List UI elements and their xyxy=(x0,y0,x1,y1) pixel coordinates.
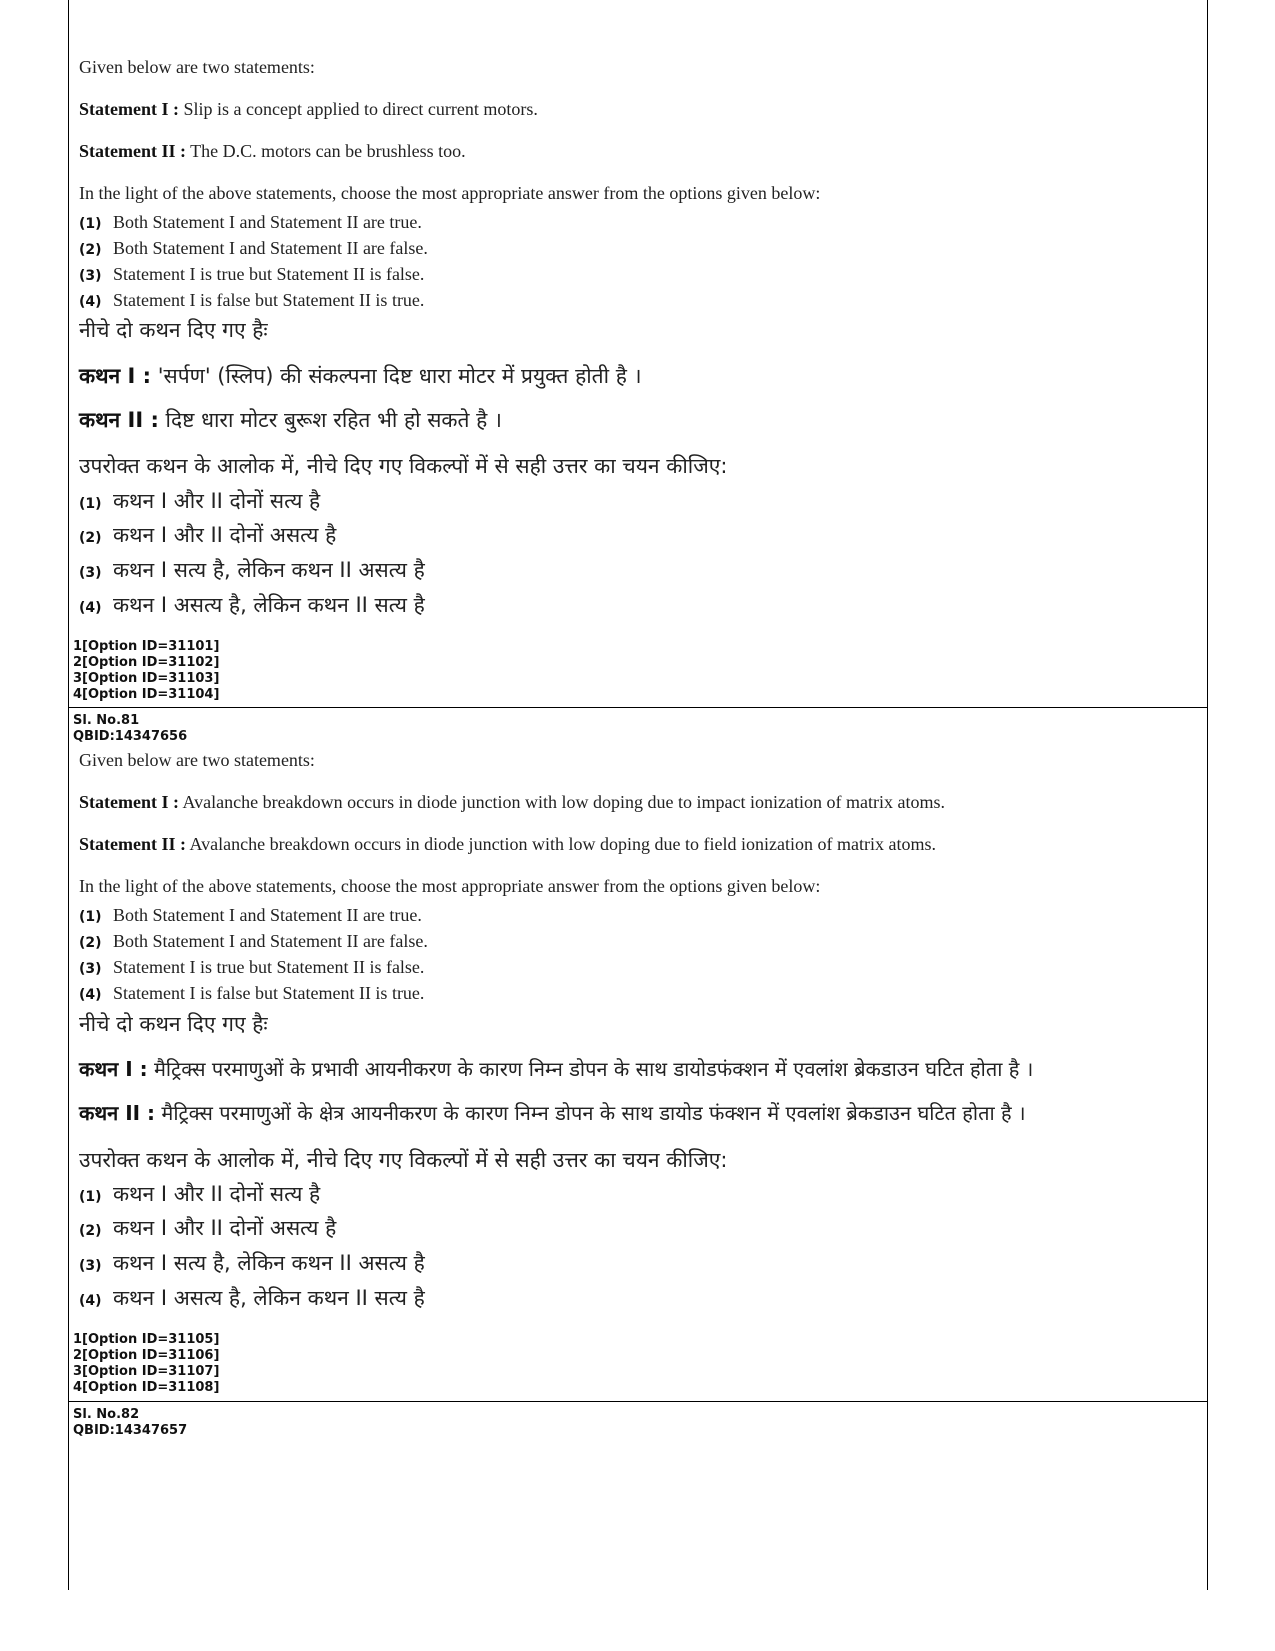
hi-statement-1-label: कथन I : xyxy=(79,364,152,388)
option-id-4: 4[Option ID=31108] xyxy=(73,1380,220,1395)
hi-statement-2-label: कथन II : xyxy=(79,1101,156,1125)
option-text: कथन I और II दोनों असत्य है xyxy=(113,1216,337,1240)
option-number: (4) xyxy=(79,1293,102,1309)
statement-1 xyxy=(79,791,945,813)
option-id-3: 3[Option ID=31103] xyxy=(73,671,220,686)
en-option-4 xyxy=(79,982,424,1006)
en-intro: Given below are two statements: xyxy=(79,57,315,77)
option-id-1: 1[Option ID=31101] xyxy=(73,639,220,654)
en-option-2 xyxy=(79,930,428,954)
option-text: Both Statement I and Statement II are true. xyxy=(113,905,422,925)
option-id-3: 3[Option ID=31107] xyxy=(73,1364,220,1379)
statement-1-label: Statement I : xyxy=(79,792,179,812)
option-text: कथन I सत्य है, लेकिन कथन II असत्य है xyxy=(113,1251,425,1275)
hi-option-1 xyxy=(79,1180,320,1211)
hi-statement-1 xyxy=(79,1055,1033,1083)
option-text: Both Statement I and Statement II are true. xyxy=(113,212,422,232)
option-text: कथन I और II दोनों सत्य है xyxy=(113,489,321,513)
option-number: (2) xyxy=(79,530,102,546)
option-text: Both Statement I and Statement II are false. xyxy=(113,238,428,258)
statement-1 xyxy=(79,98,538,120)
option-text: कथन I और II दोनों सत्य है xyxy=(113,1182,321,1206)
statement-2-text: Avalanche breakdown occurs in diode junction with low doping due to field ionization of matrix atoms. xyxy=(189,834,936,854)
en-prompt: In the light of the above statements, choose the most appropriate answer from the options given below: xyxy=(79,876,821,896)
option-id-1: 1[Option ID=31105] xyxy=(73,1332,220,1347)
hi-statement-2 xyxy=(79,406,502,434)
option-text: कथन I और II दोनों असत्य है xyxy=(113,523,337,547)
hi-option-3 xyxy=(79,556,425,587)
en-option-3 xyxy=(79,956,424,980)
qbid: QBID:14347657 xyxy=(73,1423,188,1438)
en-prompt: In the light of the above statements, choose the most appropriate answer from the options given below: xyxy=(79,183,821,203)
hi-prompt: उपरोक्त कथन के आलोक में, नीचे दिए गए विकल्पों में से सही उत्तर का चयन कीजिए: xyxy=(79,1148,728,1172)
en-option-1 xyxy=(79,211,422,235)
option-number: (3) xyxy=(79,565,102,581)
option-number: (2) xyxy=(79,935,102,951)
option-number: (1) xyxy=(79,1189,102,1205)
option-number: (1) xyxy=(79,909,102,925)
option-number: (2) xyxy=(79,1223,102,1239)
hi-prompt: उपरोक्त कथन के आलोक में, नीचे दिए गए विकल्पों में से सही उत्तर का चयन कीजिए: xyxy=(79,454,728,478)
option-text: Statement I is true but Statement II is false. xyxy=(113,264,425,284)
hi-statement-2-text: मैट्रिक्स परमाणुओं के क्षेत्र आयनीकरण के कारण निम्न डोपन के साथ डायोड फंक्शन में एवलांश ब्रेकडाउन घटित होता है । xyxy=(161,1101,1026,1125)
option-text: Statement I is true but Statement II is false. xyxy=(113,957,425,977)
option-id-2: 2[Option ID=31102] xyxy=(73,655,220,670)
option-text: Statement I is false but Statement II is true. xyxy=(113,290,425,310)
option-text: Both Statement I and Statement II are false. xyxy=(113,931,428,951)
option-number: (4) xyxy=(79,294,102,310)
hi-option-4 xyxy=(79,1284,425,1315)
hi-statement-1 xyxy=(79,362,642,390)
statement-2-text: The D.C. motors can be brushless too. xyxy=(190,141,466,161)
en-option-2 xyxy=(79,237,428,261)
en-option-1 xyxy=(79,904,422,928)
option-id-2: 2[Option ID=31106] xyxy=(73,1348,220,1363)
option-id-4: 4[Option ID=31104] xyxy=(73,687,220,702)
hi-option-2 xyxy=(79,521,336,552)
hi-option-1 xyxy=(79,487,320,518)
divider xyxy=(69,1401,1207,1402)
statement-2-label: Statement II : xyxy=(79,141,186,161)
hi-intro: नीचे दो कथन दिए गए हैः xyxy=(79,1012,268,1036)
hi-intro: नीचे दो कथन दिए गए हैः xyxy=(79,318,268,342)
qbid: QBID:14347656 xyxy=(73,729,188,744)
statement-1-text: Slip is a concept applied to direct current motors. xyxy=(183,99,538,119)
option-text: कथन I असत्य है, लेकिन कथन II सत्य है xyxy=(113,593,425,617)
option-number: (1) xyxy=(79,496,102,512)
hi-statement-2-text: दिष्ट धारा मोटर बुरूश रहित भी हो सकते है । xyxy=(165,408,502,432)
en-option-4 xyxy=(79,289,424,313)
option-number: (4) xyxy=(79,987,102,1003)
serial-number: Sl. No.82 xyxy=(73,1407,140,1422)
option-number: (1) xyxy=(79,216,102,232)
statement-1-label: Statement I : xyxy=(79,99,179,119)
hi-option-2 xyxy=(79,1214,336,1245)
statement-2 xyxy=(79,833,936,855)
en-option-3 xyxy=(79,263,424,287)
option-number: (3) xyxy=(79,1258,102,1274)
option-number: (3) xyxy=(79,268,102,284)
question-frame xyxy=(68,0,1208,1590)
hi-option-3 xyxy=(79,1249,425,1280)
option-text: कथन I सत्य है, लेकिन कथन II असत्य है xyxy=(113,558,425,582)
option-number: (4) xyxy=(79,600,102,616)
statement-2-label: Statement II : xyxy=(79,834,186,854)
hi-statement-1-text: मैट्रिक्स परमाणुओं के प्रभावी आयनीकरण के कारण निम्न डोपन के साथ डायोडफंक्शन में एवलांश ब्रेकडाउन घटित होता है । xyxy=(153,1057,1034,1081)
option-text: Statement I is false but Statement II is true. xyxy=(113,983,425,1003)
option-text: कथन I असत्य है, लेकिन कथन II सत्य है xyxy=(113,1286,425,1310)
hi-statement-1-label: कथन I : xyxy=(79,1057,148,1081)
en-intro: Given below are two statements: xyxy=(79,750,315,770)
statement-1-text: Avalanche breakdown occurs in diode junction with low doping due to impact ionization of matrix atoms. xyxy=(182,792,945,812)
serial-number: Sl. No.81 xyxy=(73,713,140,728)
hi-statement-2-label: कथन II : xyxy=(79,408,159,432)
divider xyxy=(69,707,1207,708)
option-number: (2) xyxy=(79,242,102,258)
hi-statement-2 xyxy=(79,1099,1026,1127)
option-number: (3) xyxy=(79,961,102,977)
hi-option-4 xyxy=(79,591,425,622)
statement-2 xyxy=(79,140,466,162)
hi-statement-1-text: 'सर्पण' (स्लिप) की संकल्पना दिष्ट धारा मोटर में प्रयुक्त होती है । xyxy=(157,364,642,388)
